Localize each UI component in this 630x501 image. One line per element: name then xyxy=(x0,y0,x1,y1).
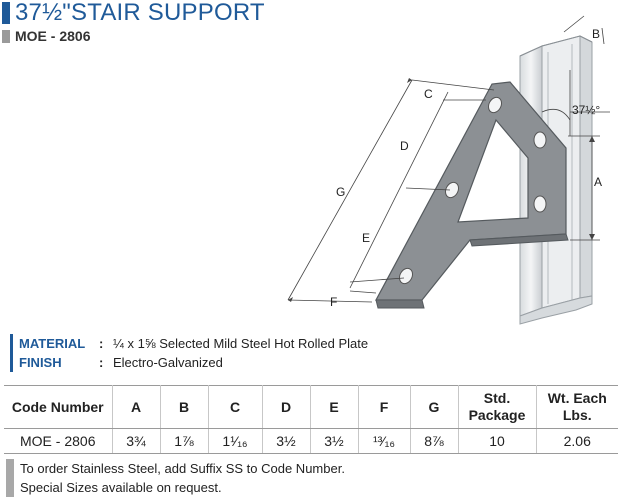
page-title: 37½"STAIR SUPPORT xyxy=(15,0,265,26)
table-header-row xyxy=(4,386,618,429)
header-weight: Wt. Each Lbs. xyxy=(536,386,618,429)
model-block xyxy=(2,28,90,44)
cell-g: 8⅞ xyxy=(410,429,458,454)
header-a: A xyxy=(112,386,160,429)
dim-label-e: E xyxy=(362,231,371,245)
header-code-number: Code Number xyxy=(4,386,112,429)
finish-colon: : xyxy=(99,355,104,370)
dim-label-c: C xyxy=(424,87,433,101)
header-std-package: Std. Package xyxy=(458,386,536,429)
finish-label: FINISH xyxy=(19,355,62,370)
material-label: MATERIAL xyxy=(19,336,86,351)
material-row xyxy=(19,334,368,353)
dimension-table xyxy=(4,385,618,454)
cell-code-number: MOE - 2806 xyxy=(4,429,112,454)
header-f: F xyxy=(358,386,410,429)
angle-label: 37½° xyxy=(572,103,601,117)
cell-e: 3½ xyxy=(310,429,358,454)
header-d: D xyxy=(262,386,310,429)
cell-a: 3¾ xyxy=(112,429,160,454)
cell-std-package: 10 xyxy=(458,429,536,454)
header-b: B xyxy=(160,386,208,429)
dim-label-d: D xyxy=(400,139,409,153)
model-number: MOE - 2806 xyxy=(15,28,91,44)
table-row xyxy=(4,429,618,454)
stair-support-drawing xyxy=(280,8,630,328)
dim-label-a: A xyxy=(594,175,603,189)
header-g: G xyxy=(410,386,458,429)
dim-label-g: G xyxy=(336,185,346,199)
dim-label-b: B xyxy=(592,27,601,41)
cell-weight: 2.06 xyxy=(536,429,618,454)
cell-c: 1¹⁄₁₆ xyxy=(208,429,262,454)
title-accent-bar xyxy=(2,2,10,24)
note-special-sizes: Special Sizes available on request. xyxy=(20,480,222,495)
finish-row xyxy=(19,353,368,372)
cell-b: 1⅞ xyxy=(160,429,208,454)
header-c: C xyxy=(208,386,262,429)
title-block xyxy=(2,0,265,26)
note-stainless: To order Stainless Steel, add Suffix SS to Code Number. xyxy=(20,461,345,476)
material-value: ¼ x 1⅝ Selected Mild Steel Hot Rolled Plate xyxy=(113,336,369,351)
cell-d: 3½ xyxy=(262,429,310,454)
material-colon: : xyxy=(99,336,104,351)
spec-block xyxy=(10,334,368,372)
order-notes xyxy=(6,459,345,497)
cell-f: ¹³⁄₁₆ xyxy=(358,429,410,454)
model-accent-bar xyxy=(2,30,10,43)
header-e: E xyxy=(310,386,358,429)
dim-label-f: F xyxy=(330,295,338,309)
finish-value: Electro-Galvanized xyxy=(113,355,223,370)
